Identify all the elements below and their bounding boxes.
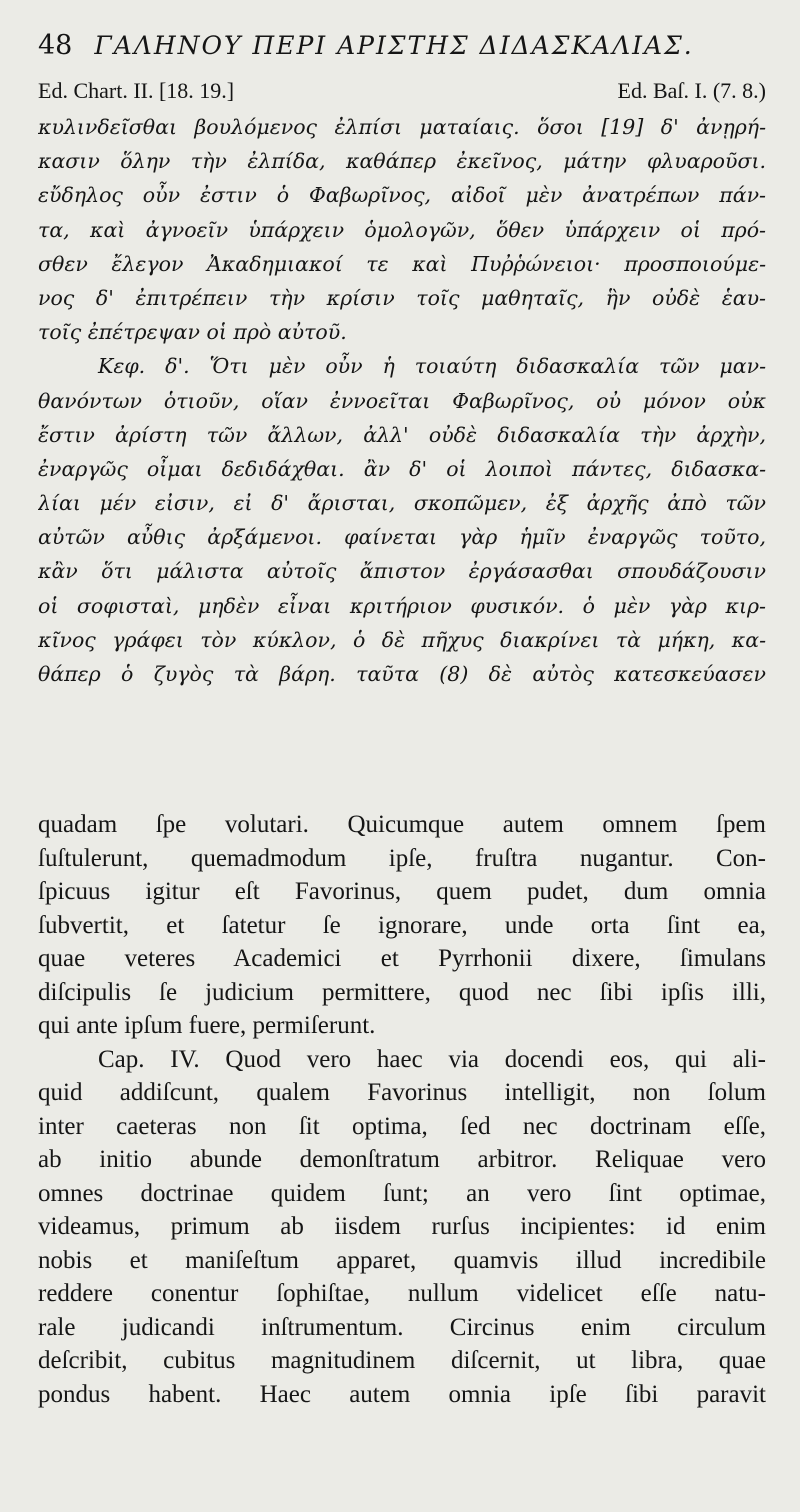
greek-chapter-heading-line: Κεφ. δ'. Ὅτι μὲν οὖν ἡ τοιαύτη διδασκαλία τῶν μαν-	[98, 354, 766, 379]
greek-line: σθεν ἔλεγον Ἀκαδημιακοί τε καὶ Πυῤῥώνειοι· προσποιούμε-	[38, 251, 766, 276]
latin-line: diſcipulis ſe judicium permittere, quod nec ſibi ipſis illi,	[38, 978, 766, 1006]
latin-line: nobis et maniſeſtum apparet, quamvis illud incredibile	[38, 1246, 766, 1274]
greek-line: νος δ' ἐπιτρέπειν τὴν κρίσιν τοῖς μαθηταῖς, ἣν οὐδὲ ἑαυ-	[38, 285, 766, 310]
greek-line: οἱ σοφισταὶ, μηδὲν εἶναι κριτήριον φυσικόν. ὁ μὲν γὰρ κιρ-	[38, 593, 766, 618]
greek-line: αὐτῶν αὖθις ἀρξάμενοι. φαίνεται γὰρ ἡμῖν ἐναργῶς τοῦτο,	[38, 525, 766, 550]
latin-line: quid addiſcunt, qualem Favorinus intelligit, non ſolum	[38, 1079, 766, 1106]
latin-chapter-heading-line: Cap. IV. Quod vero haec via docendi eos, qui ali-	[98, 1045, 766, 1073]
latin-line: ſpicuus igitur eſt Favorinus, quem pudet, dum omnia	[38, 878, 766, 905]
greek-line: θάπερ ὁ ζυγὸς τὰ βάρη. ταῦτα (8) δὲ αὐτὸς κατεσκεύασεν	[38, 662, 766, 686]
latin-line: omnes doctrinae quidem ſunt; an vero ſint optimae,	[38, 1179, 766, 1207]
greek-line: κασιν ὅλην τὴν ἐλπίδα, καθάπερ ἐκεῖνος, μάτην φλυαροῦσι.	[38, 149, 766, 174]
latin-text-block	[38, 808, 766, 1411]
latin-line: reddere conentur ſophiſtae, nullum videlicet eſſe natu-	[38, 1280, 766, 1307]
latin-line: deſcribit, cubitus magnitudinem diſcernit, ut libra, quae	[38, 1347, 766, 1374]
edition-basel-reference: Ed. Baſ. I. (7. 8.)	[617, 78, 766, 103]
greek-line: θανόντων ὁτιοῦν, οἵαν ἐννοεῖται Φαβωρῖνος, οὐ μόνον οὐκ	[38, 388, 766, 413]
latin-line: quae veteres Academici et Pyrrhonii dixere, ſimulans	[38, 945, 766, 972]
greek-line: κῖνος γράφει τὸν κύκλον, ὁ δὲ πῆχυς διακρίνει τὰ μήκη, κα-	[38, 627, 766, 652]
greek-text-block	[38, 110, 766, 691]
latin-line: qui ante ipſum fuere, permiſerunt.	[38, 1012, 376, 1039]
edition-references	[38, 78, 766, 108]
latin-line: rale judicandi inſtrumentum. Circinus enim circulum	[38, 1313, 766, 1341]
running-title: ΓΑΛΗΝΟΥ ΠΕΡΙ ΑΡΙΣΤΗΣ ΔΙΔΑΣΚΑΛΙΑΣ.	[94, 31, 694, 60]
greek-line: ἔστιν ἀρίστη τῶν ἄλλων, ἀλλ' οὐδὲ διδασκαλία τὴν ἀρχὴν,	[38, 422, 766, 447]
latin-line: ab initio abunde demonſtratum arbitror. Reliquae vero	[38, 1146, 766, 1173]
greek-line: λίαι μέν εἰσιν, εἰ δ' ἄρισται, σκοπῶμεν, ἐξ ἀρχῆς ἀπὸ τῶν	[38, 491, 766, 516]
latin-line: inter caeteras non ſit optima, ſed nec doctrinam eſſe,	[38, 1112, 766, 1140]
latin-line: pondus habent. Haec autem omnia ipſe ſibi paravit	[38, 1380, 766, 1408]
latin-line: ſubvertit, et ſatetur ſe ignorare, unde orta ſint ea,	[38, 911, 766, 939]
greek-line: κυλινδεῖσθαι βουλόμενος ἐλπίσι ματαίαις. ὅσοι [19] δ' ἀνῃρή-	[38, 115, 766, 139]
greek-line: τα, καὶ ἀγνοεῖν ὑπάρχειν ὁμολογῶν, ὅθεν ὑπάρχειν οἱ πρό-	[38, 217, 766, 242]
latin-line: ſuſtulerunt, quemadmodum ipſe, fruſtra nugantur. Con-	[38, 844, 766, 872]
greek-line: εὔδηλος οὖν ἐστιν ὁ Φαβωρῖνος, αἰδοῖ μὲν ἀνατρέπων πάν-	[38, 183, 766, 208]
edition-chart-reference: Ed. Chart. II. [18. 19.]	[38, 78, 235, 103]
latin-line: quadam ſpe volutari. Quicumque autem omnem ſpem	[38, 811, 766, 838]
greek-line: κἂν ὅτι μάλιστα αὐτοῖς ἄπιστον ἐργάσασθαι σπουδάζουσιν	[38, 559, 766, 584]
page-number: 48	[38, 30, 73, 61]
page-header	[38, 30, 766, 70]
greek-line: τοῖς ἐπέτρεψαν οἱ πρὸ αὐτοῦ.	[38, 320, 347, 345]
latin-line: videamus, primum ab iisdem rurſus incipientes: id enim	[38, 1213, 766, 1240]
greek-line: ἐναργῶς οἶμαι δεδιδάχθαι. ἂν δ' οἱ λοιποὶ πάντες, διδασκα-	[38, 456, 766, 481]
